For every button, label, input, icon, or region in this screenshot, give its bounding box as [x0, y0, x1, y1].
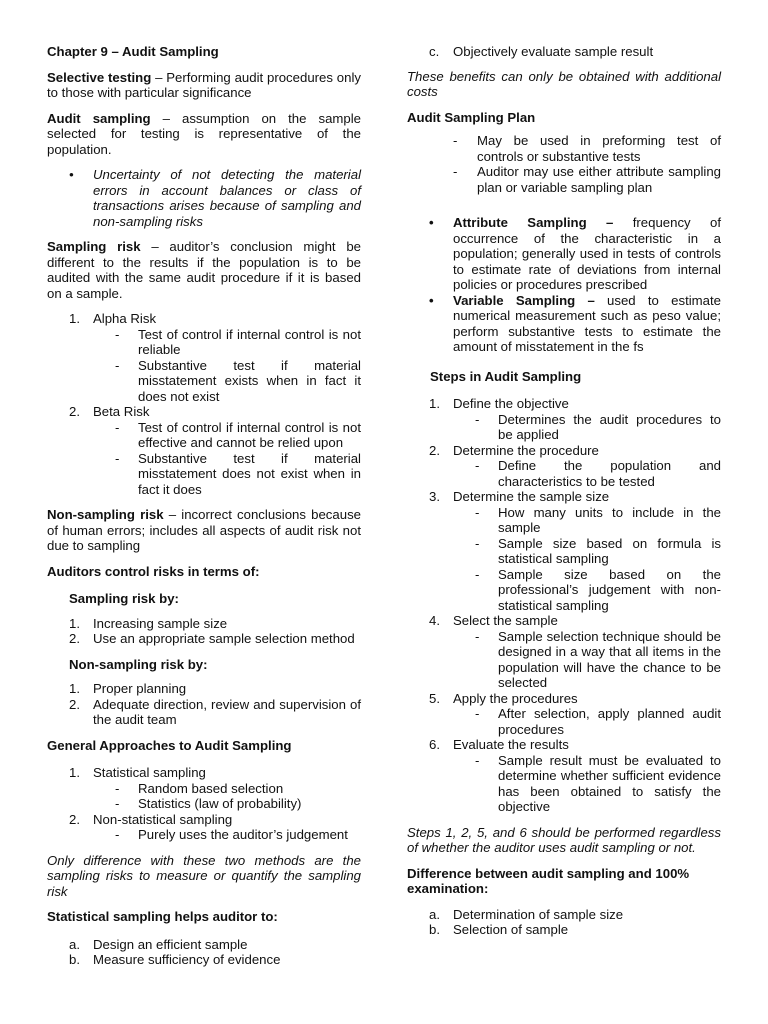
list-subitem: [475, 458, 721, 489]
term: Non-sampling risk: [47, 507, 164, 522]
helps-heading: Statistical sampling helps auditor to:: [47, 909, 278, 924]
list-item: [429, 907, 721, 923]
term: Selective testing: [47, 69, 152, 85]
list-item: [429, 737, 721, 753]
subitem-text: Random based selection: [138, 780, 284, 796]
dash-marker: -: [475, 566, 480, 582]
list-letter: a.: [429, 906, 440, 922]
list-item: [69, 681, 361, 697]
list-text: Selection of sample: [453, 922, 569, 937]
subitem-text: Substantive test if material misstatement does not exist when in fact it does: [138, 450, 361, 497]
subitem-text: Auditor may use either attribute sampling plan or variable sampling plan: [477, 164, 721, 195]
list-number: 5.: [429, 690, 440, 706]
uncertainty-bullet: [69, 167, 361, 229]
control-heading: Auditors control risks in terms of:: [47, 563, 260, 579]
list-subitem: [453, 164, 721, 195]
list-number: 2.: [69, 631, 80, 646]
nonsampling-by-list: [69, 681, 361, 728]
list-item: [69, 765, 361, 781]
definition-text: used to estimate numerical measurement such as peso value; perform substantive tests to estimate the amount of misstatement in the fs: [453, 292, 721, 354]
list-label: Alpha Risk: [93, 311, 157, 326]
list-label: Beta Risk: [93, 404, 150, 419]
bullet-text: Uncertainty of not detecting the material errors in account balances or class of transactions arises because of sampling and non-sampling risks: [93, 167, 361, 229]
sampling-by-heading: Sampling risk by:: [69, 591, 179, 606]
list-subitem: [475, 706, 721, 737]
list-number: 1.: [69, 615, 80, 631]
list-number: 1.: [69, 311, 80, 326]
list-item: [429, 922, 721, 938]
only-difference-note: Only difference with these two methods are the sampling risks to measure or quantify the sampling risk: [47, 852, 361, 899]
subitem-text: Statistics (law of probability): [138, 796, 302, 811]
list-text: Objectively evaluate sample result: [453, 44, 654, 59]
right-column: [407, 44, 721, 948]
dash-marker: -: [115, 450, 120, 466]
list-number: 3.: [429, 489, 440, 504]
subitem-text: Substantive test if material misstatement exists when in fact it does not exist: [138, 357, 361, 404]
bullet-text: [453, 215, 721, 293]
dash-marker: -: [115, 827, 120, 842]
bullet-marker: •: [429, 215, 434, 230]
list-text: Adequate direction, review and supervision of the audit team: [93, 696, 361, 727]
list-label: Define the objective: [453, 396, 569, 411]
list-item: [429, 443, 721, 459]
subitem-text: Purely uses the auditor’s judgement: [138, 827, 348, 842]
helps-list: [69, 937, 361, 968]
list-text: Measure sufficiency of evidence: [93, 952, 281, 967]
helps-list-continued: [429, 44, 721, 60]
list-subitem: [115, 796, 361, 812]
list-subitem: [475, 629, 721, 691]
sampling-by-list: [69, 616, 361, 647]
chapter-title: Chapter 9 – Audit Sampling: [47, 44, 219, 59]
list-item: [69, 404, 361, 420]
non-sampling-risk-definition: [47, 507, 361, 554]
list-label: Determine the procedure: [453, 442, 599, 458]
risk-list: [69, 311, 361, 497]
definition-text: frequency of occurrence of the characteristic in a population; generally used in tests of controls to estimate rate of deviations from internal policies or procedures prescribed: [453, 215, 721, 292]
list-item: [429, 613, 721, 629]
list-letter: a.: [69, 936, 80, 952]
plan-heading: Audit Sampling Plan: [407, 109, 536, 125]
list-number: 1.: [69, 681, 80, 696]
term: Sampling risk: [47, 239, 141, 254]
left-column: [47, 44, 361, 978]
selective-testing-definition: [47, 70, 361, 101]
benefits-note: These benefits can only be obtained with additional costs: [407, 68, 721, 99]
list-letter: c.: [429, 44, 440, 59]
list-subitem: [115, 327, 361, 358]
list-number: 2.: [429, 442, 440, 458]
subitem-text: Sample result must be evaluated to determine whether sufficient evidence has been obtained to satisfy the objective: [498, 752, 721, 814]
list-number: 1.: [69, 765, 80, 780]
list-number: 2.: [69, 811, 80, 827]
list-letter: b.: [69, 952, 80, 967]
list-item: [69, 311, 361, 327]
list-item: [69, 616, 361, 632]
list-number: 2.: [69, 696, 80, 712]
subitem-text: Test of control if internal control is not effective and cannot be relied upon: [138, 419, 361, 450]
list-label: Statistical sampling: [93, 765, 206, 780]
dash-marker: -: [115, 419, 120, 435]
term: Attribute Sampling –: [453, 215, 614, 230]
steps-list: [429, 396, 721, 815]
dash-marker: -: [475, 706, 480, 721]
subitem-text: After selection, apply planned audit procedures: [498, 706, 721, 737]
list-item: [429, 691, 721, 707]
dash-marker: -: [115, 796, 120, 811]
subitem-text: Determines the audit procedures to be applied: [498, 411, 721, 442]
attribute-sampling-bullet: [429, 215, 721, 293]
list-text: Use an appropriate sample selection method: [93, 631, 355, 646]
approaches-heading: General Approaches to Audit Sampling: [47, 737, 292, 753]
list-item: [69, 631, 361, 647]
list-item: [69, 697, 361, 728]
dash-marker: -: [115, 357, 120, 373]
list-number: 6.: [429, 737, 440, 752]
list-text: Design an efficient sample: [93, 936, 248, 952]
approaches-list: [69, 765, 361, 843]
steps-note: Steps 1, 2, 5, and 6 should be performed regardless of whether the auditor uses audit sampling or not.: [407, 824, 721, 855]
definition-text: – incorrect conclusions because of human errors; includes all aspects of audit risk not due to sampling: [47, 507, 361, 553]
list-subitem: [115, 358, 361, 405]
dash-marker: -: [475, 411, 480, 427]
subitem-text: Define the population and characteristics to be tested: [498, 458, 721, 489]
list-subitem: [115, 781, 361, 797]
variable-sampling-bullet: [429, 293, 721, 355]
term: Audit sampling: [47, 110, 151, 126]
list-text: Proper planning: [93, 681, 187, 696]
list-number: 1.: [429, 396, 440, 411]
steps-heading: Steps in Audit Sampling: [430, 368, 582, 384]
list-item: [429, 44, 721, 60]
plan-list: [407, 133, 721, 195]
dash-marker: -: [475, 458, 480, 473]
list-label: Determine the sample size: [453, 489, 610, 504]
list-subitem: [475, 536, 721, 567]
dash-marker: -: [475, 628, 480, 644]
dash-marker: -: [115, 780, 120, 796]
subitem-text: Sample size based on formula is statistical sampling: [498, 535, 721, 566]
list-letter: b.: [429, 922, 440, 937]
dash-marker: -: [475, 504, 480, 520]
list-item: [69, 812, 361, 828]
dash-marker: -: [475, 535, 480, 551]
list-number: 2.: [69, 404, 80, 419]
list-label: Non-statistical sampling: [93, 811, 233, 827]
list-text: Increasing sample size: [93, 615, 228, 631]
difference-list: [429, 907, 721, 938]
dash-marker: -: [475, 752, 480, 768]
list-item: [69, 937, 361, 953]
dash-marker: -: [115, 326, 120, 342]
definition-text: – auditor’s conclusion might be different to the results if the population is to be audited with the same audit procedure if it is based on a sample.: [47, 239, 362, 301]
definition-text: – Performing audit procedures only to those with particular significance: [47, 69, 361, 100]
list-number: 4.: [429, 613, 440, 628]
list-subitem: [475, 505, 721, 536]
list-subitem: [475, 567, 721, 614]
bullet-marker: •: [69, 167, 74, 182]
definition-text: – assumption on the sample selected for testing is representative of the population.: [47, 110, 361, 157]
difference-heading: Difference between audit sampling and 100% examination:: [407, 865, 690, 896]
list-subitem: [115, 827, 361, 843]
sampling-risk-definition: [47, 239, 361, 301]
list-label: Evaluate the results: [453, 737, 569, 752]
subitem-text: How many units to include in the sample: [498, 504, 721, 535]
nonsampling-by-heading: Non-sampling risk by:: [69, 656, 208, 672]
audit-sampling-definition: [47, 111, 361, 158]
subitem-text: Sample selection technique should be designed in a way that all items in the population will have the chance to be selected: [498, 628, 721, 690]
list-item: [429, 396, 721, 412]
list-label: Select the sample: [453, 613, 558, 628]
list-item: [69, 952, 361, 968]
term: Variable Sampling –: [453, 292, 595, 308]
bullet-text: [453, 293, 721, 355]
list-item: [429, 489, 721, 505]
subitem-text: Test of control if internal control is not reliable: [138, 326, 361, 357]
subitem-text: May be used in preforming test of controls or substantive tests: [477, 133, 721, 164]
list-subitem: [453, 133, 721, 164]
dash-marker: -: [453, 164, 458, 179]
subitem-text: Sample size based on the professional’s judgement with non-statistical sampling: [498, 566, 721, 613]
list-subitem: [115, 451, 361, 498]
list-text: Determination of sample size: [453, 906, 624, 922]
bullet-marker: •: [429, 292, 434, 308]
list-subitem: [475, 753, 721, 815]
list-label: Apply the procedures: [453, 690, 578, 706]
list-subitem: [115, 420, 361, 451]
dash-marker: -: [453, 133, 458, 148]
list-subitem: [475, 412, 721, 443]
